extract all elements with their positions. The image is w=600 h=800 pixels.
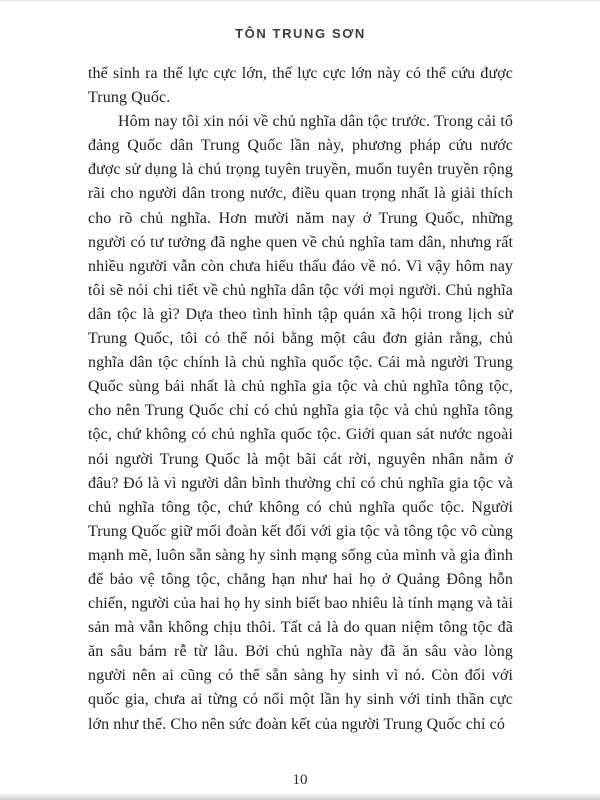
page-body xyxy=(88,62,513,737)
paragraph: Hôm nay tôi xin nói về chủ nghĩa dân tộc trước. Trong cải tổ đảng Quốc dân Trung Quốc lần này, phương pháp cứu nước được sử dụng là chú trọng tuyên truyền, muốn tuyên truyền rộng rãi cho người dân trong nước, điều quan trọng nhất là giải thích cho rõ chủ nghĩa. Hơn mười năm nay ở Trung Quốc, những người có tư tưởng đã nghe quen về chủ nghĩa tam dân, nhưng rất nhiều người vẫn còn chưa hiểu thấu đáo về nó. Vì vậy hôm nay tôi sẽ nói chi tiết về chủ nghĩa dân tộc với mọi người. Chủ nghĩa dân tộc là gì? Dựa theo tình hình tập quán xã hội trong lịch sử Trung Quốc, tôi có thể nói bằng một câu đơn giản rằng, chủ nghĩa dân tộc chính là chủ nghĩa quốc tộc. Cái mà người Trung Quốc sùng bái nhất là chủ nghĩa gia tộc và chủ nghĩa tông tộc, cho nên Trung Quốc chỉ có chủ nghĩa gia tộc và chủ nghĩa tông tộc, chứ không có chủ nghĩa quốc tộc. Giới quan sát nước ngoài nói người Trung Quốc là một bãi cát rời, nguyên nhân nằm ở đâu? Đó là vì người dân bình thường chỉ có chủ nghĩa gia tộc và chủ nghĩa tông tộc, chứ không có chủ nghĩa quốc tộc. Người Trung Quốc giữ mối đoàn kết đối với gia tộc và tông tộc vô cùng mạnh mẽ, luôn sẵn sàng hy sinh mạng sống của mình và gia đình để bảo vệ tông tộc, chẳng hạn như hai họ ở Quảng Đông hỗn chiến, người của hai họ hy sinh biết bao nhiêu là tính mạng và tài sản mà vẫn không chịu thôi. Tất cả là do quan niệm tông tộc đã ăn sâu bám rễ từ lâu. Bởi chủ nghĩa này đã ăn sâu vào lòng người nên ai cũng có thể sẵn sàng hy sinh vì nó. Còn đối với quốc gia, chưa ai từng có nổi một lần hy sinh với tinh thần cực lớn như thế. Cho nên sức đoàn kết của người Trung Quốc chỉ có xyxy=(88,113,513,733)
paragraph: thể sinh ra thế lực cực lớn, thế lực cực lớn này có thể cứu được Trung Quốc. xyxy=(88,65,513,107)
running-header-title: TÔN TRUNG SƠN xyxy=(235,26,366,41)
page-number: 10 xyxy=(292,772,308,788)
